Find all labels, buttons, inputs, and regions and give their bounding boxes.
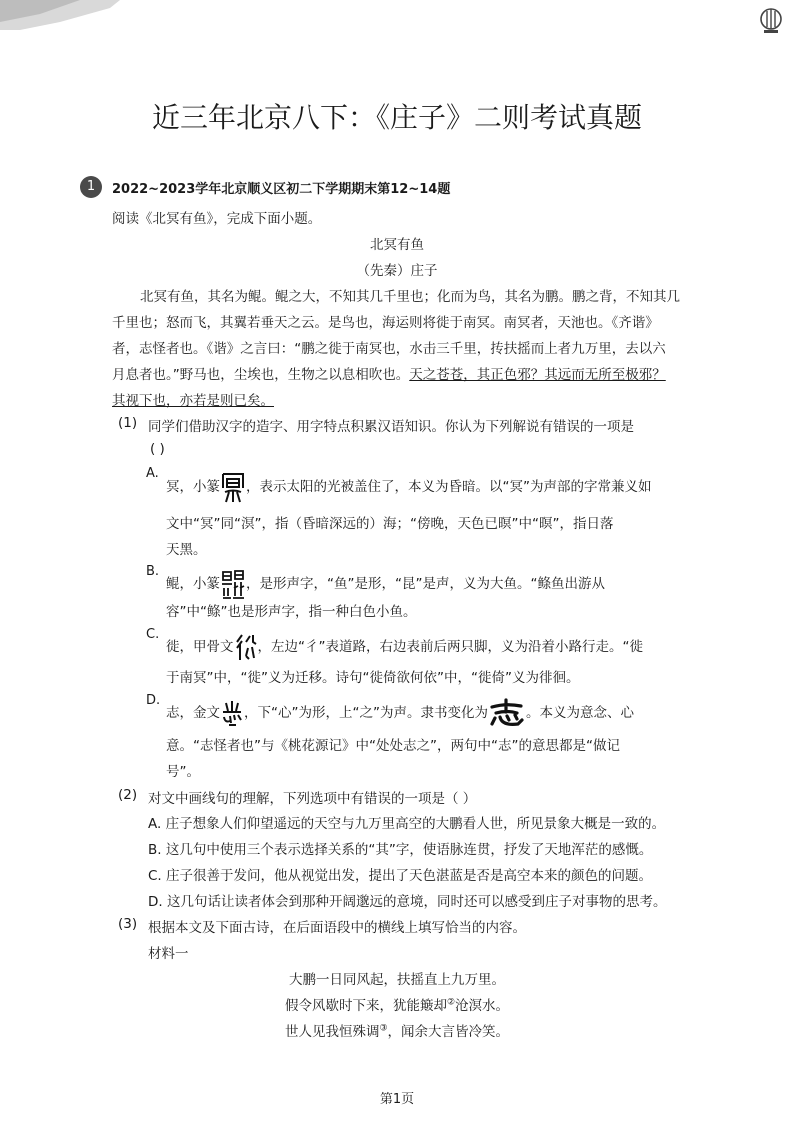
underlined-sentence: 天之苍苍，其正色邪？其远而无所至极邪？ — [409, 367, 666, 383]
poem-text: 沧溟水。 — [455, 998, 510, 1014]
option-c-line: 于南冥”中，“徙”义为迁移。诗句“徙倚欲何依”中，“徙倚”义为徘徊。 — [166, 670, 580, 686]
option-a-line: 文中“冥”同“溟”，指（昏暗深远的）海；“傍晚，天色已暝”中“暝”，指日落 — [166, 516, 614, 532]
material-label: 材料一 — [148, 946, 189, 962]
option-b-label: B. — [146, 564, 160, 579]
poem-line: 大鹏一日同风起，扶摇直上九万里。 — [289, 972, 505, 988]
option-line: B. 这几句中使用三个表示选择关系的“其”字，使语脉连贯，抒发了天地浑茫的感慨。 — [148, 842, 653, 858]
answer-bracket: ( ) — [150, 441, 165, 457]
poem-line — [0, 1020, 794, 1040]
poem-text: ，闻余大言皆冷笑。 — [387, 1024, 510, 1040]
underlined-sentence: 其视下也，亦若是则已矣。 — [112, 393, 274, 409]
footnote-mark: ③ — [379, 1023, 388, 1034]
option-d-line — [166, 698, 634, 728]
passage-line: 北冥有鱼，其名为鲲。鲲之大，不知其几千里也；化而为鸟，其名为鹏。鹏之背，不知其几 — [140, 289, 680, 305]
option-line: A. 庄子想象人们仰望遥远的天空与九万里高空的大鹏看人世，所见景象大概是一致的。 — [148, 816, 666, 832]
option-a-line: 天黑。 — [166, 542, 207, 558]
option-d-line: 意。“志怪者也”与《桃花源记》中“处处志之”，两句中“志”的意思都是“做记 — [166, 738, 620, 754]
passage-title: 北冥有鱼 — [370, 237, 424, 253]
bronze-script-zhi-glyph — [220, 699, 244, 727]
passage-line: 者，志怪者也。《谐》之言曰：“鹏之徙于南冥也，水击三千里，抟扶摇而上者九万里，去以六 — [112, 341, 666, 357]
subquestion-stem: 根据本文及下面古诗，在后面语段中的横线上填写恰当的内容。 — [148, 920, 526, 936]
option-line: D. 这几句话让读者体会到那种开阔邈远的意境，同时还可以感受到庄子对事物的思考。 — [148, 894, 667, 910]
option-b-line — [166, 568, 605, 600]
corner-decoration — [0, 0, 120, 30]
option-text: 冥，小篆 — [166, 479, 220, 495]
subquestion-label: (2) — [118, 787, 138, 803]
option-c-label: C. — [146, 627, 160, 642]
option-text: 。本义为意念、心 — [525, 705, 634, 721]
page-title: 近三年北京八下：《庄子》二则考试真题 — [151, 101, 642, 134]
page-number: 第1页 — [379, 1092, 415, 1107]
option-d-label: D. — [146, 693, 161, 708]
passage-line — [112, 363, 666, 383]
poem-line — [0, 994, 794, 1014]
option-text: 徙，甲骨文 — [166, 639, 234, 655]
poem-text: 假令风歇时下来，犹能簸却 — [284, 998, 447, 1014]
oracle-bone-xi-glyph — [234, 632, 258, 662]
option-b-line: 容”中“鲦”也是形声字，指一种白色小鱼。 — [166, 604, 417, 620]
seal-script-kun-glyph — [220, 568, 246, 600]
option-text: ，表示太阳的光被盖住了，本义为昏暗。以“冥”为声部的字常兼义如 — [246, 479, 652, 495]
option-a-label: A. — [146, 466, 159, 481]
footnote-mark: ② — [446, 997, 456, 1008]
option-text: 鲲，小篆 — [166, 576, 220, 592]
option-a-line — [166, 470, 652, 504]
subquestion-label: (1) — [118, 415, 138, 431]
logo-icon — [756, 6, 786, 36]
option-text: ，左边“彳”表道路，右边表前后两只脚，义为沿着小路行走。“徙 — [257, 639, 643, 655]
option-d-line: 号”。 — [166, 764, 200, 780]
subquestion-label: (3) — [118, 916, 138, 932]
clerical-script-zhi-glyph — [488, 698, 526, 728]
subquestion-stem: 对文中画线句的理解，下列选项中有错误的一项是（ ） — [148, 791, 477, 807]
passage-line: 千里也；怒而飞，其翼若垂天之云。是鸟也，海运则将徙于南冥。南冥者，天池也。《齐谐》 — [112, 315, 659, 331]
subquestion-stem: 同学们借助汉字的造字、用字特点积累汉语知识。你认为下列解说有错误的一项是 — [148, 419, 634, 435]
option-text: ，下“心”为形，上“之”为声。隶书变化为 — [244, 705, 488, 721]
seal-script-ming-glyph — [220, 470, 246, 504]
option-text: ，是形声字，“鱼”是形，“昆”是声，义为大鱼。“鲦鱼出游从 — [246, 576, 605, 592]
passage-author: （先秦）庄子 — [356, 263, 438, 279]
question-number-badge: 1 — [80, 176, 102, 198]
passage-text: 月息者也。”野马也，尘埃也，生物之以息相吹也。 — [112, 367, 410, 383]
poem-text: 世人见我恒殊调 — [284, 1024, 380, 1040]
option-line: C. 庄子很善于发问，他从视觉出发，提出了天色湛蓝是否是高空本来的颜色的问题。 — [148, 868, 653, 884]
option-text: 志，金文 — [166, 705, 220, 721]
option-c-line — [166, 632, 643, 662]
reading-instruction: 阅读《北冥有鱼》，完成下面小题。 — [112, 211, 322, 227]
question-source: 2022~2023学年北京顺义区初二下学期期末第12~14题 — [112, 182, 451, 197]
